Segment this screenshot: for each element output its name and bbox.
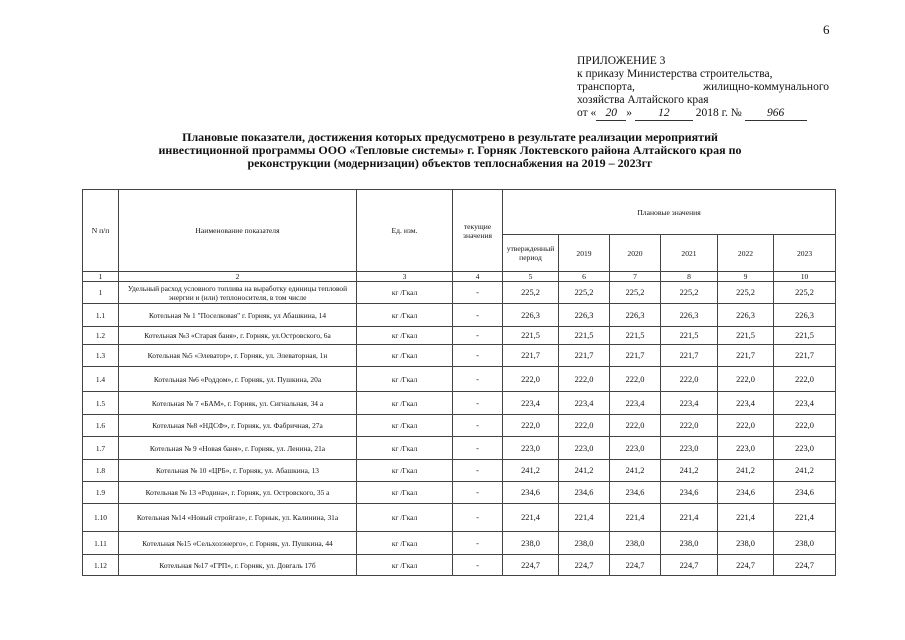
row-current: - <box>453 304 503 327</box>
row-current: - <box>453 437 503 460</box>
row-value: 222,0 <box>503 367 559 392</box>
table-row <box>83 504 836 532</box>
row-value: 224,7 <box>774 555 836 576</box>
row-value: 241,2 <box>503 460 559 482</box>
row-value: 221,4 <box>774 504 836 532</box>
title-line-2: инвестиционной программы ООО «Тепловые системы» г. Горняк Локтевского района Алтайского края по <box>158 143 742 157</box>
row-value: 223,0 <box>661 437 718 460</box>
row-name: Котельная №3 «Старая баня», г. Горняк, ул.Островского, 6а <box>119 327 357 345</box>
row-number: 1.1 <box>83 304 119 327</box>
date-day: 20 <box>596 107 626 121</box>
row-current: - <box>453 345 503 367</box>
row-unit: кг /Гкал <box>357 367 453 392</box>
row-value: 225,2 <box>774 282 836 304</box>
row-number: 1.12 <box>83 555 119 576</box>
row-value: 225,2 <box>610 282 661 304</box>
row-name: Удельный расход условного топлива на выработку единицы тепловой энергии и (или) теплоносителя, в том числе <box>119 282 357 304</box>
doc-number: 966 <box>745 107 807 121</box>
table-row <box>83 282 836 304</box>
row-value: 221,7 <box>718 345 774 367</box>
header-unit: Ед. изм. <box>357 190 453 272</box>
row-unit: кг /Гкал <box>357 504 453 532</box>
row-unit: кг /Гкал <box>357 415 453 437</box>
row-value: 222,0 <box>718 367 774 392</box>
row-value: 241,2 <box>718 460 774 482</box>
row-value: 234,6 <box>774 482 836 504</box>
row-value: 234,6 <box>718 482 774 504</box>
row-value: 238,0 <box>718 532 774 555</box>
row-value: 224,7 <box>559 555 610 576</box>
row-value: 226,3 <box>661 304 718 327</box>
row-value: 222,0 <box>559 415 610 437</box>
row-value: 221,5 <box>661 327 718 345</box>
row-value: 223,4 <box>559 392 610 415</box>
row-value: 221,5 <box>718 327 774 345</box>
row-value: 222,0 <box>559 367 610 392</box>
col-number: 1 <box>83 272 119 282</box>
row-value: 222,0 <box>503 415 559 437</box>
table-row <box>83 532 836 555</box>
row-value: 223,4 <box>774 392 836 415</box>
row-unit: кг /Гкал <box>357 437 453 460</box>
row-unit: кг /Гкал <box>357 532 453 555</box>
row-value: 223,0 <box>610 437 661 460</box>
date-prefix: от « <box>577 107 597 119</box>
row-name: Котельная №8 «НДСФ», г. Горняк, ул. Фабричная, 27а <box>119 415 357 437</box>
row-number: 1.9 <box>83 482 119 504</box>
row-number: 1.5 <box>83 392 119 415</box>
row-value: 222,0 <box>774 415 836 437</box>
appendix-line-2: транспорта, жилищно-коммунального <box>577 81 829 93</box>
row-value: 224,7 <box>718 555 774 576</box>
table-row <box>83 392 836 415</box>
row-value: 234,6 <box>503 482 559 504</box>
row-value: 241,2 <box>610 460 661 482</box>
row-name: Котельная № 1 "Поселковая" г. Горняк, ул Абашкина, 14 <box>119 304 357 327</box>
title-line-3: реконструкции (модернизации) объектов теплоснабжения на 2019 – 2023гг <box>247 156 653 170</box>
row-number: 1.11 <box>83 532 119 555</box>
row-value: 224,7 <box>610 555 661 576</box>
col-number: 7 <box>610 272 661 282</box>
header-no: N п/п <box>83 190 119 272</box>
appendix-heading: ПРИЛОЖЕНИЕ 3 <box>577 55 666 67</box>
row-value: 234,6 <box>559 482 610 504</box>
row-number: 1 <box>83 282 119 304</box>
col-number: 2 <box>119 272 357 282</box>
row-value: 222,0 <box>610 415 661 437</box>
row-value: 223,0 <box>559 437 610 460</box>
row-value: 222,0 <box>661 415 718 437</box>
date-sep: » <box>626 107 632 119</box>
row-value: 226,3 <box>503 304 559 327</box>
row-value: 224,7 <box>661 555 718 576</box>
row-current: - <box>453 415 503 437</box>
row-value: 241,2 <box>559 460 610 482</box>
col-number: 8 <box>661 272 718 282</box>
row-value: 225,2 <box>503 282 559 304</box>
row-value: 238,0 <box>559 532 610 555</box>
row-value: 241,2 <box>774 460 836 482</box>
row-number: 1.4 <box>83 367 119 392</box>
row-value: 226,3 <box>774 304 836 327</box>
row-current: - <box>453 327 503 345</box>
header-planned: Плановые значения <box>503 190 836 235</box>
appendix-line-3: хозяйства Алтайского края <box>577 94 709 106</box>
row-value: 234,6 <box>661 482 718 504</box>
row-unit: кг /Гкал <box>357 345 453 367</box>
header-name: Наименование показателя <box>119 190 357 272</box>
row-current: - <box>453 532 503 555</box>
row-value: 238,0 <box>503 532 559 555</box>
date-year: 2018 г. № <box>695 107 742 119</box>
row-name: Котельная № 10 «ЦРБ», г. Горняк, ул. Абашкина, 13 <box>119 460 357 482</box>
row-current: - <box>453 460 503 482</box>
header-2019: 2019 <box>559 235 610 272</box>
row-value: 238,0 <box>774 532 836 555</box>
column-numbers-row <box>83 272 836 282</box>
date-month: 12 <box>635 107 693 121</box>
row-current: - <box>453 367 503 392</box>
col-number: 5 <box>503 272 559 282</box>
row-value: 221,7 <box>610 345 661 367</box>
col-number: 3 <box>357 272 453 282</box>
row-value: 222,0 <box>610 367 661 392</box>
header-2023: 2023 <box>774 235 836 272</box>
row-value: 221,5 <box>559 327 610 345</box>
table-row <box>83 327 836 345</box>
row-value: 221,7 <box>503 345 559 367</box>
row-value: 223,4 <box>610 392 661 415</box>
row-number: 1.7 <box>83 437 119 460</box>
row-value: 221,4 <box>610 504 661 532</box>
col-number: 4 <box>453 272 503 282</box>
appendix-date-line <box>577 107 829 121</box>
row-name: Котельная №5 «Элеватор», г. Горняк, ул. Элеваторная, 1н <box>119 345 357 367</box>
row-value: 226,3 <box>559 304 610 327</box>
row-name: Котельная № 13 «Родина», г. Горняк, ул. Островского, 35 а <box>119 482 357 504</box>
table-row <box>83 437 836 460</box>
col-number: 9 <box>718 272 774 282</box>
row-value: 225,2 <box>559 282 610 304</box>
row-value: 221,7 <box>774 345 836 367</box>
row-name: Котельная №6 «Роддом», г. Горняк, ул. Пушкина, 20а <box>119 367 357 392</box>
row-current: - <box>453 555 503 576</box>
row-value: 221,4 <box>559 504 610 532</box>
header-2022: 2022 <box>718 235 774 272</box>
row-value: 226,3 <box>718 304 774 327</box>
row-unit: кг /Гкал <box>357 460 453 482</box>
row-value: 221,7 <box>661 345 718 367</box>
row-name: Котельная №15 «Сельхозэнерго», г. Горняк, ул. Пушкина, 44 <box>119 532 357 555</box>
row-value: 221,5 <box>503 327 559 345</box>
document-title <box>85 131 815 170</box>
row-unit: кг /Гкал <box>357 304 453 327</box>
table-row <box>83 460 836 482</box>
row-number: 1.8 <box>83 460 119 482</box>
header-2020: 2020 <box>610 235 661 272</box>
row-unit: кг /Гкал <box>357 555 453 576</box>
col-number: 10 <box>774 272 836 282</box>
row-value: 222,0 <box>661 367 718 392</box>
appendix-line-1: к приказу Министерства строительства, <box>577 68 773 80</box>
row-value: 221,7 <box>559 345 610 367</box>
row-value: 238,0 <box>610 532 661 555</box>
row-value: 221,4 <box>718 504 774 532</box>
header-approved: утвержденный период <box>503 235 559 272</box>
row-value: 221,5 <box>774 327 836 345</box>
row-number: 1.2 <box>83 327 119 345</box>
row-value: 224,7 <box>503 555 559 576</box>
row-value: 226,3 <box>610 304 661 327</box>
row-value: 225,2 <box>718 282 774 304</box>
row-value: 222,0 <box>774 367 836 392</box>
row-value: 223,0 <box>503 437 559 460</box>
row-name: Котельная № 9 «Новая баня», г. Горняк, ул. Ленина, 21а <box>119 437 357 460</box>
row-value: 223,4 <box>718 392 774 415</box>
row-value: 223,4 <box>503 392 559 415</box>
table-row <box>83 415 836 437</box>
row-value: 234,6 <box>610 482 661 504</box>
row-number: 1.6 <box>83 415 119 437</box>
row-value: 221,4 <box>503 504 559 532</box>
row-name: Котельная №17 «ГРП», г. Горняк, ул. Довгаль 17б <box>119 555 357 576</box>
row-value: 221,5 <box>610 327 661 345</box>
row-value: 225,2 <box>661 282 718 304</box>
table-row <box>83 555 836 576</box>
table-row <box>83 482 836 504</box>
col-number: 6 <box>559 272 610 282</box>
row-unit: кг /Гкал <box>357 482 453 504</box>
table-row <box>83 304 836 327</box>
row-value: 241,2 <box>661 460 718 482</box>
row-current: - <box>453 482 503 504</box>
header-2021: 2021 <box>661 235 718 272</box>
header-current: текущие значения <box>453 190 503 272</box>
row-name: Котельная №14 «Новый стройгаз», г. Горнык, ул. Калинина, 31а <box>119 504 357 532</box>
title-line-1: Плановые показатели, достижения которых предусмотрено в результате реализации мероприятий <box>182 130 718 144</box>
row-unit: кг /Гкал <box>357 282 453 304</box>
row-number: 1.3 <box>83 345 119 367</box>
row-value: 223,4 <box>661 392 718 415</box>
page-number: 6 <box>823 22 830 37</box>
row-current: - <box>453 282 503 304</box>
row-value: 223,0 <box>718 437 774 460</box>
row-unit: кг /Гкал <box>357 327 453 345</box>
indicators-table <box>82 189 836 576</box>
row-unit: кг /Гкал <box>357 392 453 415</box>
table-row <box>83 367 836 392</box>
row-name: Котельная № 7 «БАМ», г. Горняк, ул. Сигнальная, 34 а <box>119 392 357 415</box>
row-value: 221,4 <box>661 504 718 532</box>
row-number: 1.10 <box>83 504 119 532</box>
row-current: - <box>453 392 503 415</box>
table-row <box>83 345 836 367</box>
row-value: 222,0 <box>718 415 774 437</box>
row-value: 238,0 <box>661 532 718 555</box>
row-current: - <box>453 504 503 532</box>
appendix-block <box>577 55 829 121</box>
row-value: 223,0 <box>774 437 836 460</box>
